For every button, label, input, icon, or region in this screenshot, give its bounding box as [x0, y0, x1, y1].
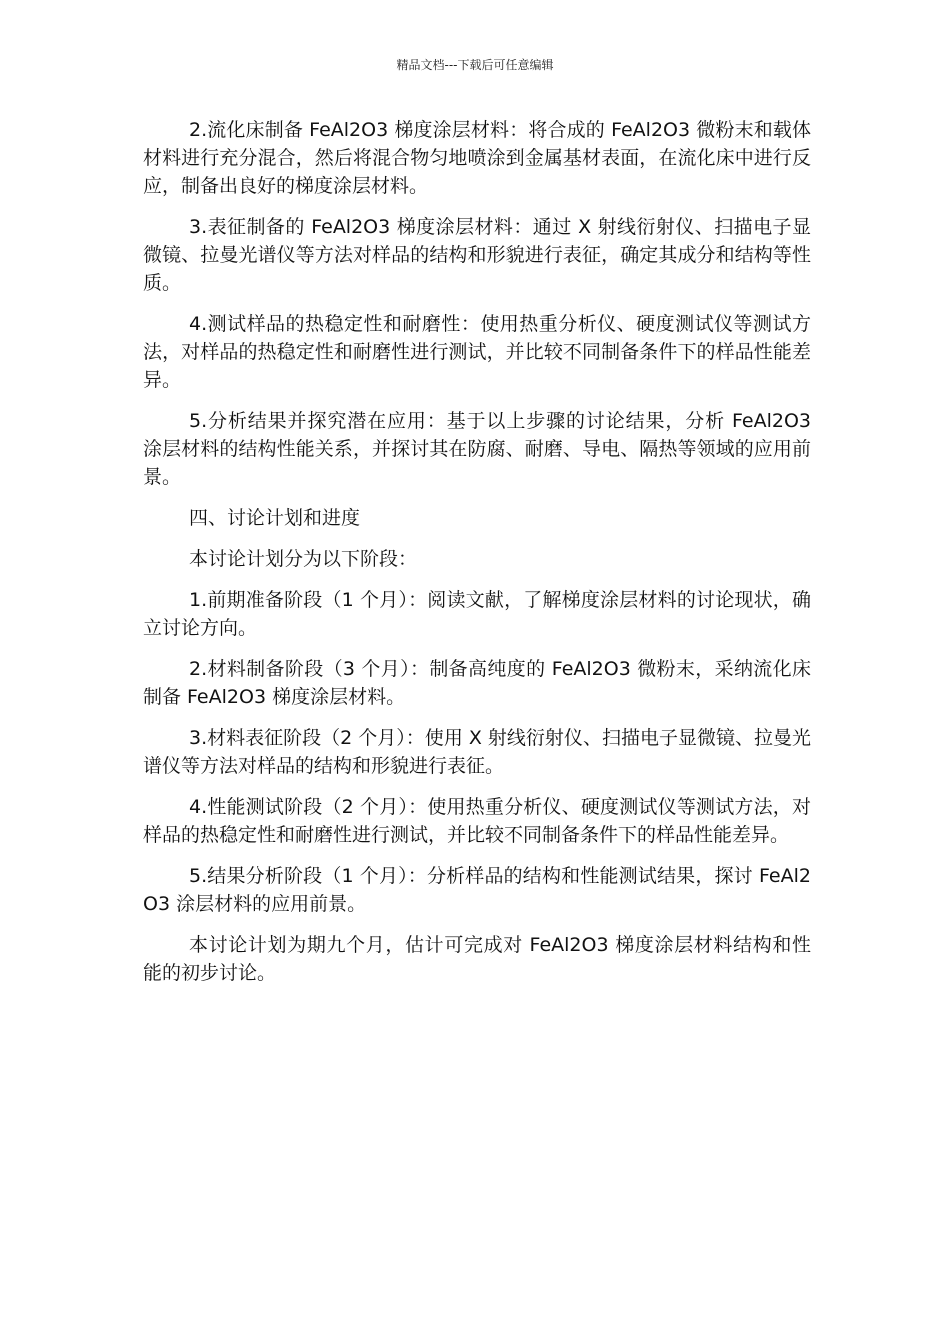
- paragraph-phase-1: 1.前期准备阶段（1 个月）：阅读文献，了解梯度涂层材料的讨论现状，确立讨论方向。: [143, 589, 811, 639]
- section-heading-plan: 四、讨论计划和进度: [189, 507, 361, 529]
- paragraph-plan-intro: 本讨论计划分为以下阶段：: [189, 548, 418, 570]
- paragraph-step-5-analysis: 5.分析结果并探究潜在应用：基于以上步骤的讨论结果，分析 FeAl2O3 涂层材料的结构性能关系，并探讨其在防腐、耐磨、导电、隔热等领域的应用前景。: [143, 410, 811, 488]
- paragraph-phase-4: 4.性能测试阶段（2 个月）：使用热重分析仪、硬度测试仪等测试方法，对样品的热稳定性和耐磨性进行测试，并比较不同制备条件下的样品性能差异。: [143, 796, 811, 846]
- page-header: 精品文档---下载后可任意编辑: [396, 58, 554, 72]
- document-body: [143, 116, 811, 1000]
- paragraph-step-3-characterization: 3.表征制备的 FeAl2O3 梯度涂层材料：通过 X 射线衍射仪、扫描电子显微镜、拉曼光谱仪等方法对样品的结构和形貌进行表征，确定其成分和结构等性质。: [143, 216, 811, 294]
- paragraph-phase-5: 5.结果分析阶段（1 个月）：分析样品的结构和性能测试结果，探讨 FeAl2O3 涂层材料的应用前景。: [143, 865, 811, 915]
- paragraph-phase-2: 2.材料制备阶段（3 个月）：制备高纯度的 FeAl2O3 微粉末，采纳流化床制备 FeAl2O3 梯度涂层材料。: [143, 658, 811, 708]
- paragraph-step-2-fluidized-bed: 2.流化床制备 FeAl2O3 梯度涂层材料：将合成的 FeAl2O3 微粉末和载体材料进行充分混合，然后将混合物匀地喷涂到金属基材表面，在流化床中进行反应，制备出良好的梯度涂层材料。: [143, 119, 811, 197]
- paragraph-step-4-testing: 4.测试样品的热稳定性和耐磨性：使用热重分析仪、硬度测试仪等测试方法，对样品的热稳定性和耐磨性进行测试，并比较不同制备条件下的样品性能差异。: [143, 313, 811, 391]
- paragraph-phase-3: 3.材料表征阶段（2 个月）：使用 X 射线衍射仪、扫描电子显微镜、拉曼光谱仪等方法对样品的结构和形貌进行表征。: [143, 727, 811, 777]
- paragraph-plan-summary: 本讨论计划为期九个月，估计可完成对 FeAl2O3 梯度涂层材料结构和性能的初步讨论。: [143, 934, 811, 984]
